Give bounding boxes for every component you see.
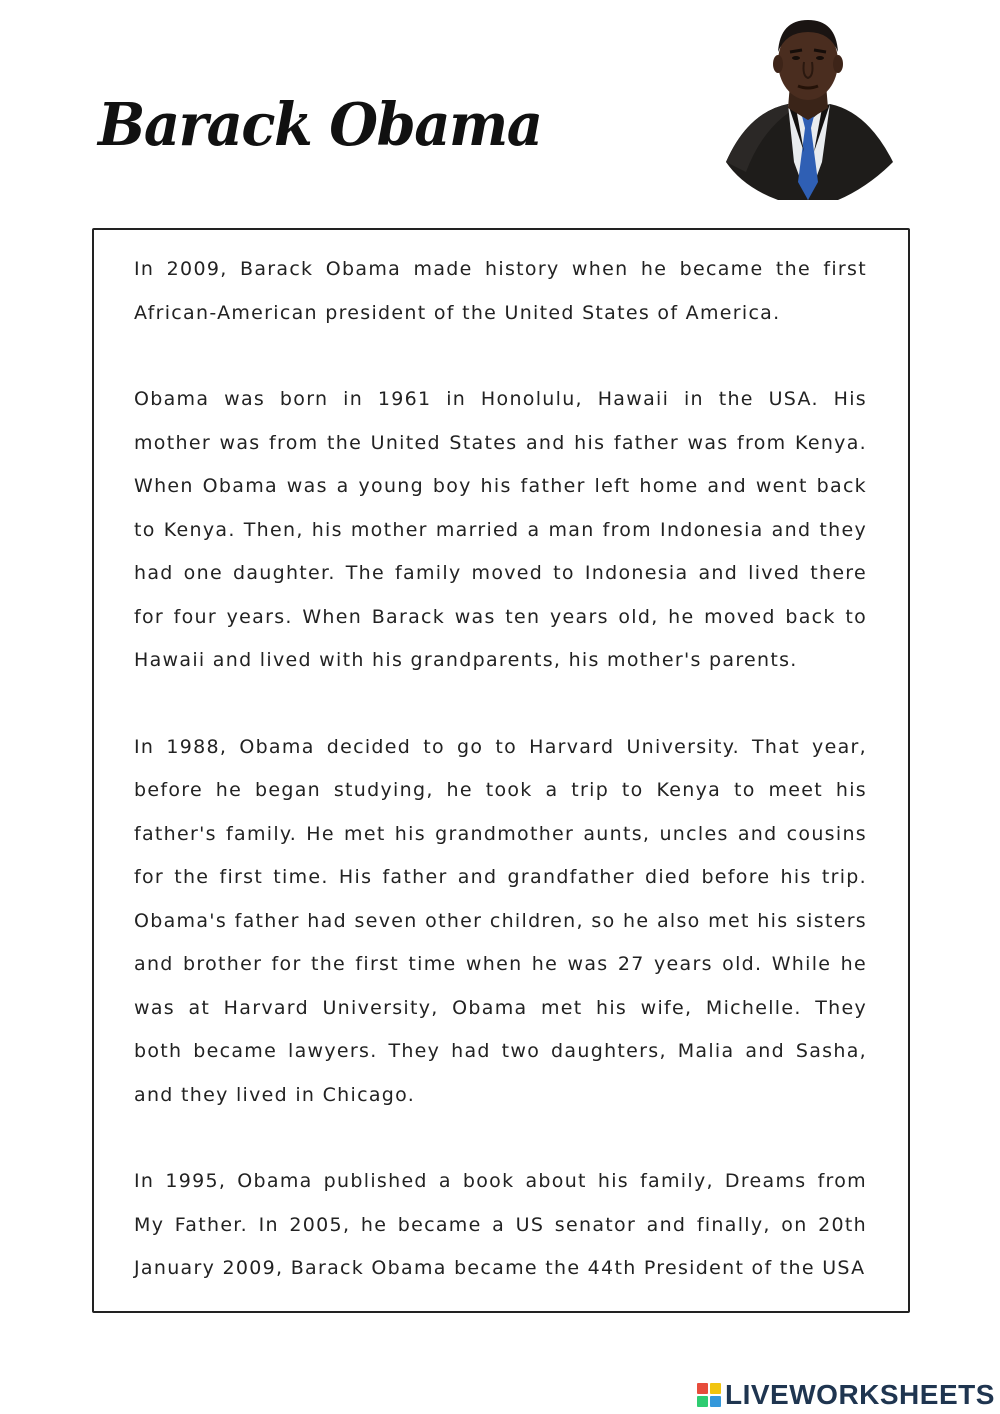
reading-text-box [92,228,910,1313]
logo-icon [697,1383,721,1407]
paragraph-4: In 1995, Obama published a book about his family, Dreams from My Father. In 2005, he became a US senator and finally, on 20th January 2009, Barack Obama became the 44th President of the USA [134,1170,867,1279]
paragraph-1: In 2009, Barack Obama made history when he became the first African-American president of the United States of America. [134,258,867,324]
liveworksheets-logo[interactable] [697,1378,995,1412]
paragraph-3: In 1988, Obama decided to go to Harvard University. That year, before he began studying, he took a trip to Kenya to meet his father's family. He met his grandmother aunts, uncles and cousins for the first time. His father and grandfather died before his trip. Obama's father had seven other children, so he also met his sisters and brother for the first time when he was 27 years old. While he was at Harvard University, Obama met his wife, Michelle. They both became lawyers. They had two daughters, Malia and Sasha, and they lived in Chicago. [134,735,867,1106]
obama-portrait [718,12,898,204]
page-title: Barack Obama [98,90,542,160]
paragraph-2: Obama was born in 1961 in Honolulu, Hawaii in the USA. His mother was from the United States and his father was from Kenya. When Obama was a young boy his father left home and went back to Kenya. Then, his mother married a man from Indonesia and they had one daughter. The family moved to Indonesia and lived there for four years. When Barack was ten years old, he moved back to Hawaii and lived with his grandparents, his mother's parents. [134,388,867,671]
logo-text: LIVEWORKSHEETS [725,1379,995,1410]
